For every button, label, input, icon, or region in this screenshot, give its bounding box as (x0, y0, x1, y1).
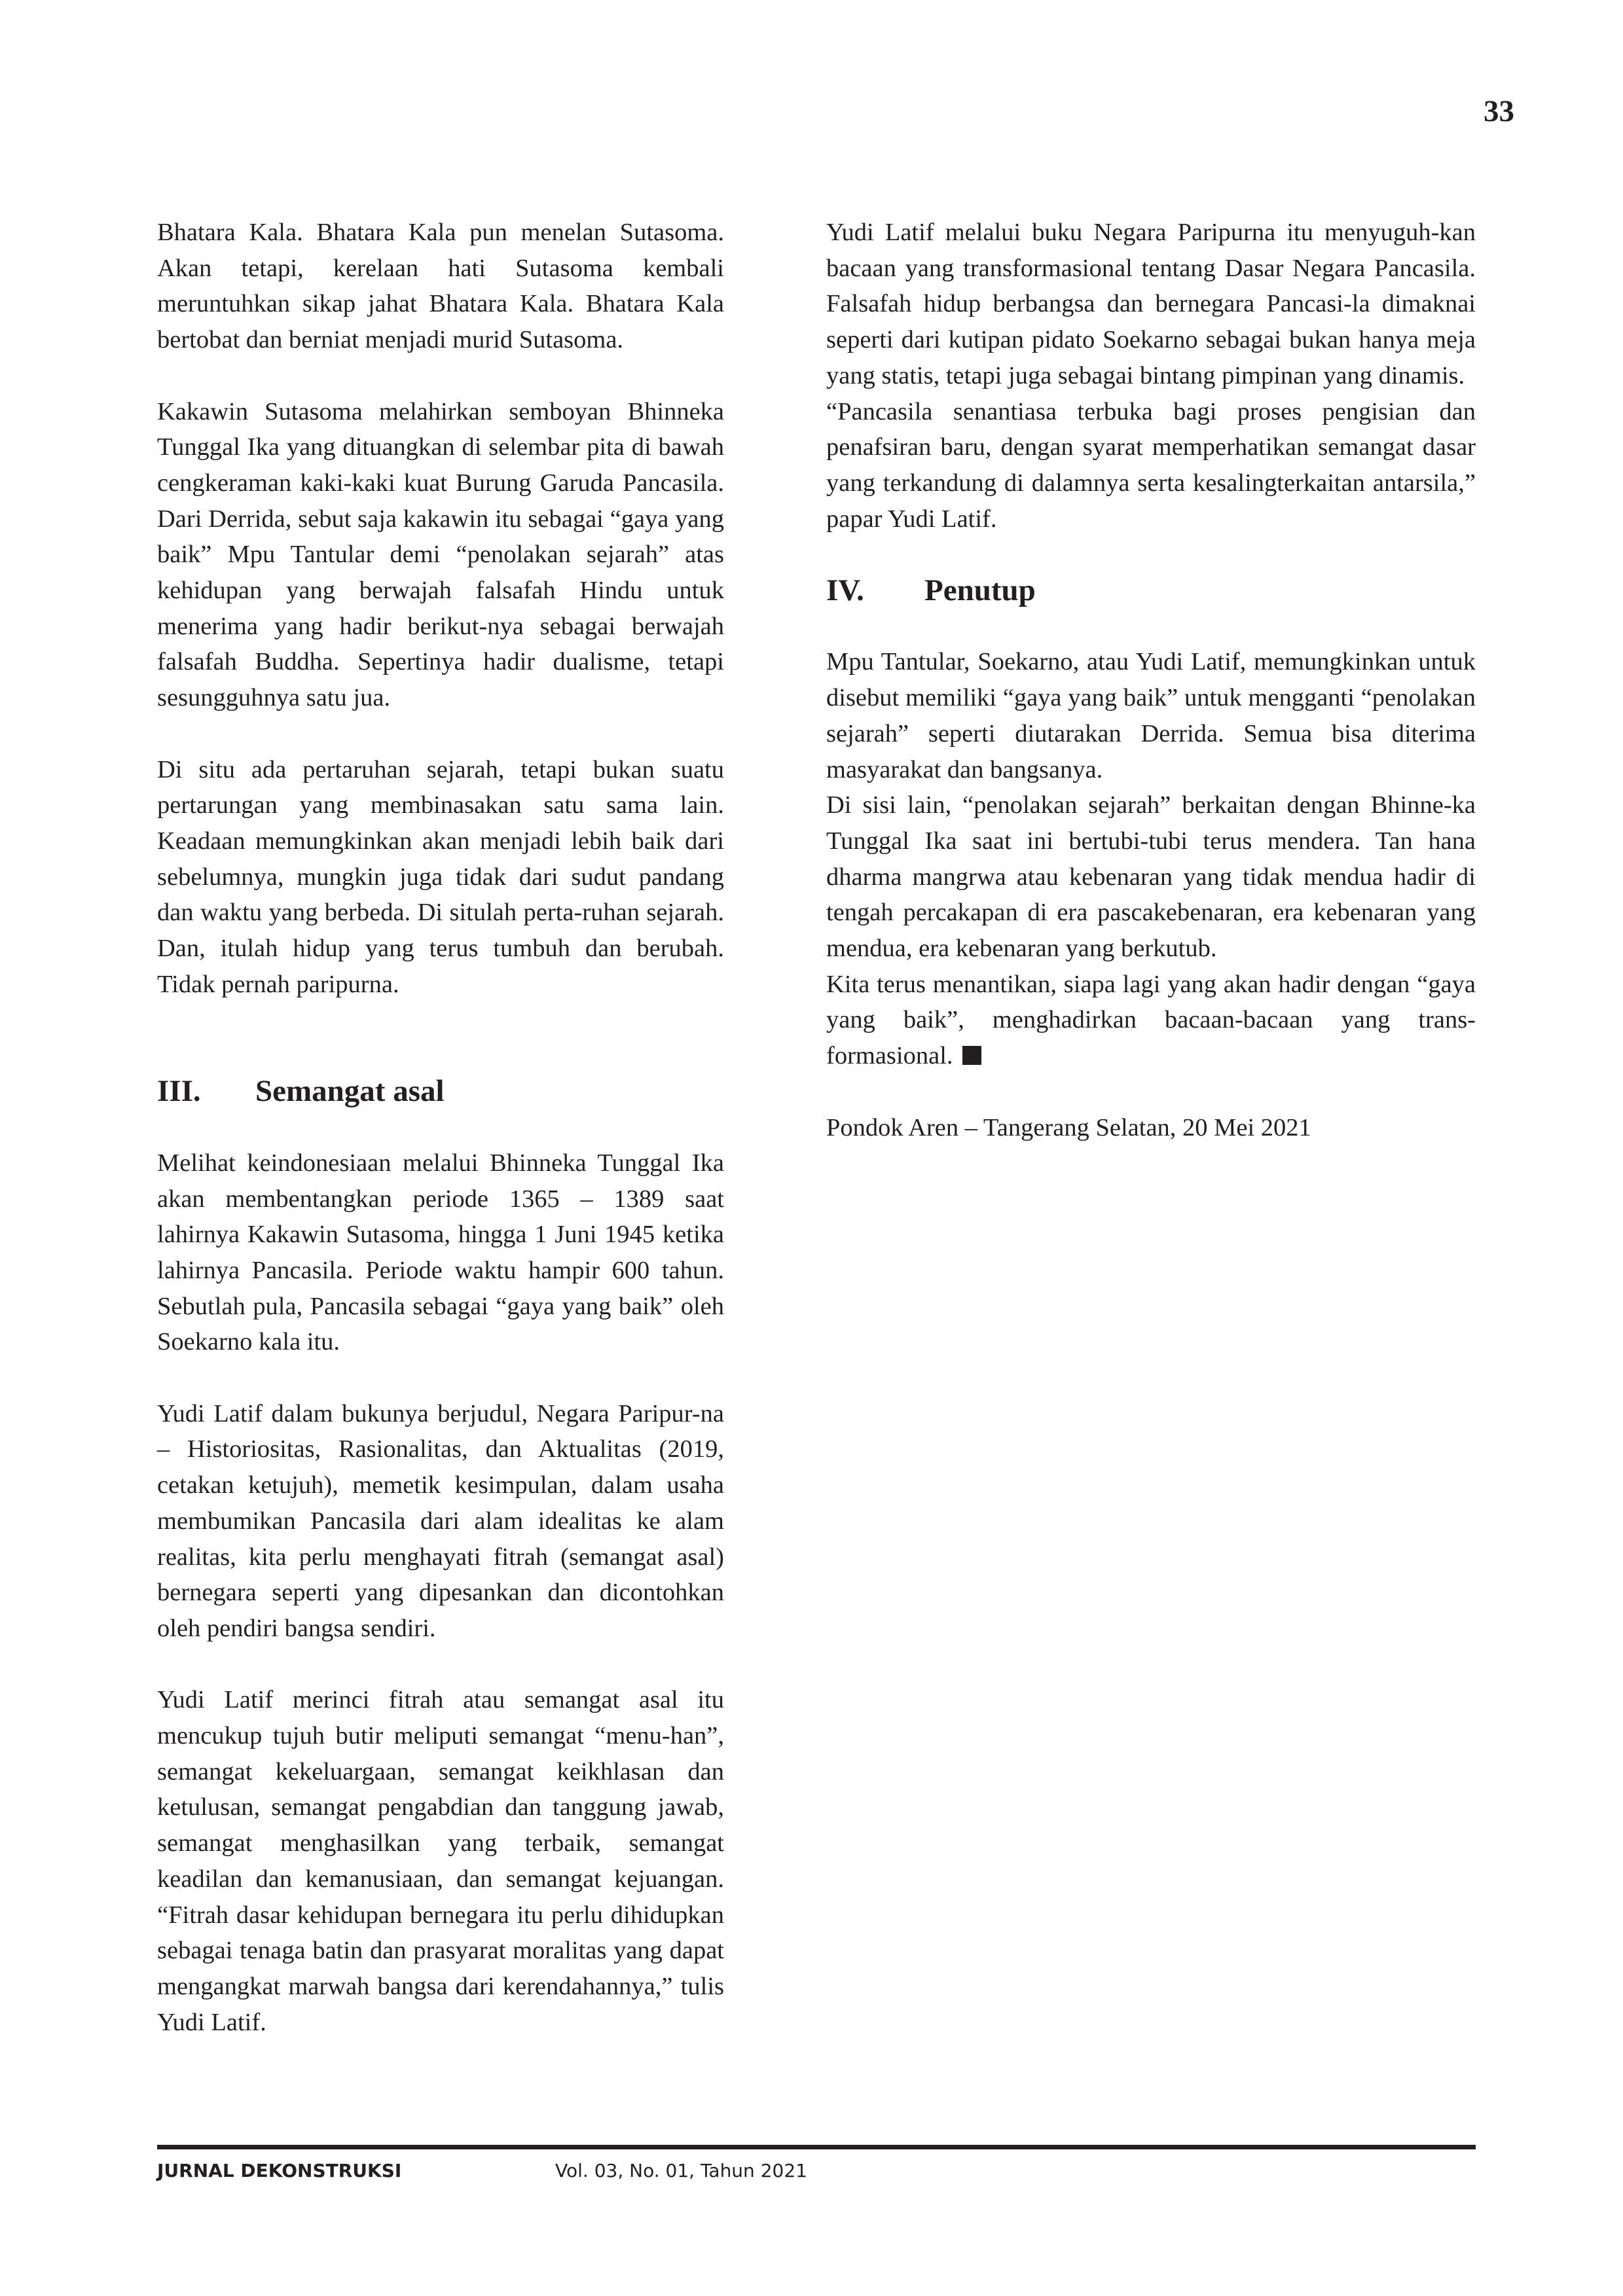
left-column (157, 215, 724, 2040)
paragraph: Di sisi lain, “penolakan sejarah” berkaitan dengan Bhinne-ka Tunggal Ika saat ini bertubi-tubi terus mendera. Tan hana dharma mangrwa atau kebenaran yang tidak mendua hadir di tengah percakapan di era pascakebenaran, era kebenaran yang mendua, era kebenaran yang berkutub. (826, 791, 1476, 963)
paragraph: Di situ ada pertaruhan sejarah, tetapi bukan suatu pertarungan yang membinasakan satu sama lain. Keadaan memungkinkan akan menjadi lebih baik dari sebelumnya, mungkin juga tidak dari sudut pandang dan waktu yang berbeda. Di situlah perta-ruhan sejarah. Dan, itulah hidup yang terus tumbuh dan berubah. Tidak pernah paripurna. (157, 755, 724, 998)
paragraph: Yudi Latif dalam bukunya berjudul, Negara Paripur-na – Historiositas, Rasionalitas, dan Aktualitas (2019, cetakan ketujuh), memetik kesimpulan, dalam usaha membumikan Pancasila dari alam idealitas ke alam realitas, kita perlu menghayati fitrah (semangat asal) bernegara seperti yang dipesankan dan dicontohkan oleh pendiri bangsa sendiri. (157, 1399, 724, 1642)
page-number: 33 (1484, 94, 1514, 128)
footer-rule (157, 2145, 1476, 2149)
paragraph: Yudi Latif merinci fitrah atau semangat asal itu mencukup tujuh butir meliputi semangat “menu-han”, semangat kekeluargaan, semangat keikhlasan dan ketulusan, semangat pengabdian dan tanggung jawab, semangat menghasilkan yang terbaik, semangat keadilan dan kemanusiaan, dan semangat kejuangan. “Fitrah dasar kehidupan bernegara itu perlu dihidupkan sebagai tenaga batin dan prasyarat moralitas yang dapat mengangkat marwah bangsa dari kerendahannya,” tulis Yudi Latif. (157, 1686, 724, 2036)
section-heading-semangat-asal (157, 1073, 724, 1109)
section-title: Semangat asal (255, 1074, 445, 1109)
signoff: Pondok Aren – Tangerang Selatan, 20 Mei 2021 (826, 1113, 1311, 1141)
paragraph: Bhatara Kala. Bhatara Kala pun menelan Sutasoma. Akan tetapi, kerelaan hati Sutasoma kembali meruntuhkan sikap jahat Bhatara Kala. Bhatara Kala bertobat dan berniat menjadi murid Sutasoma. (157, 219, 724, 354)
paragraph-text: Kita terus menantikan, siapa lagi yang akan hadir dengan “gaya yang baik”, menghadirkan bacaan-bacaan yang trans-formasional. (826, 970, 1476, 1070)
end-mark-icon (962, 1046, 981, 1065)
paragraph: Kakawin Sutasoma melahirkan semboyan Bhinneka Tunggal Ika yang dituangkan di selembar pita di bawah cengkeraman kaki-kaki kuat Burung Garuda Pancasila. Dari Derrida, sebut saja kakawin itu sebagai “gaya yang baik” Mpu Tantular demi “penolakan sejarah” atas kehidupan yang berwajah falsafah Hindu untuk menerima yang hadir berikut-nya sebagai berwajah falsafah Buddha. Sepertinya hadir dualisme, tetapi sesungguhnya satu jua. (157, 397, 724, 712)
paragraph: Mpu Tantular, Soekarno, atau Yudi Latif, memungkinkan untuk disebut memiliki “gaya yang baik” untuk mengganti “penolakan sejarah” seperti diutarakan Derrida. Semua bisa diterima masyarakat dan bangsanya. (826, 648, 1476, 783)
section-number: III. (157, 1074, 201, 1109)
section-number: IV. (826, 573, 864, 608)
paragraph: “Pancasila senantiasa terbuka bagi proses pengisian dan penafsiran baru, dengan syarat memperhatikan semangat dasar yang terkandung di dalamnya serta kesalingterkaitan antarsila,” papar Yudi Latif. (826, 397, 1476, 533)
paragraph: Melihat keindonesiaan melalui Bhinneka Tunggal Ika akan membentangkan periode 1365 – 1389 saat lahirnya Kakawin Sutasoma, hingga 1 Juni 1945 ketika lahirnya Pancasila. Periode waktu hampir 600 tahun. Sebutlah pula, Pancasila sebagai “gaya yang baik” oleh Soekarno kala itu. (157, 1149, 724, 1356)
paragraph: Yudi Latif melalui buku Negara Paripurna itu menyuguh-kan bacaan yang transformasional tentang Dasar Negara Pancasila. Falsafah hidup berbangsa dan bernegara Pancasi-la dimaknai seperti dari kutipan pidato Soekarno sebagai bukan hanya meja yang statis, tetapi juga sebagai bintang pimpinan yang dinamis. (826, 219, 1476, 389)
journal-volume: Vol. 03, No. 01, Tahun 2021 (555, 2160, 807, 2181)
right-column (826, 215, 1476, 1145)
paragraph-final (826, 967, 1476, 1074)
section-title: Penutup (924, 573, 1036, 608)
journal-name: JURNAL DEKONSTRUKSI (157, 2160, 402, 2181)
section-heading-penutup (826, 573, 1476, 609)
